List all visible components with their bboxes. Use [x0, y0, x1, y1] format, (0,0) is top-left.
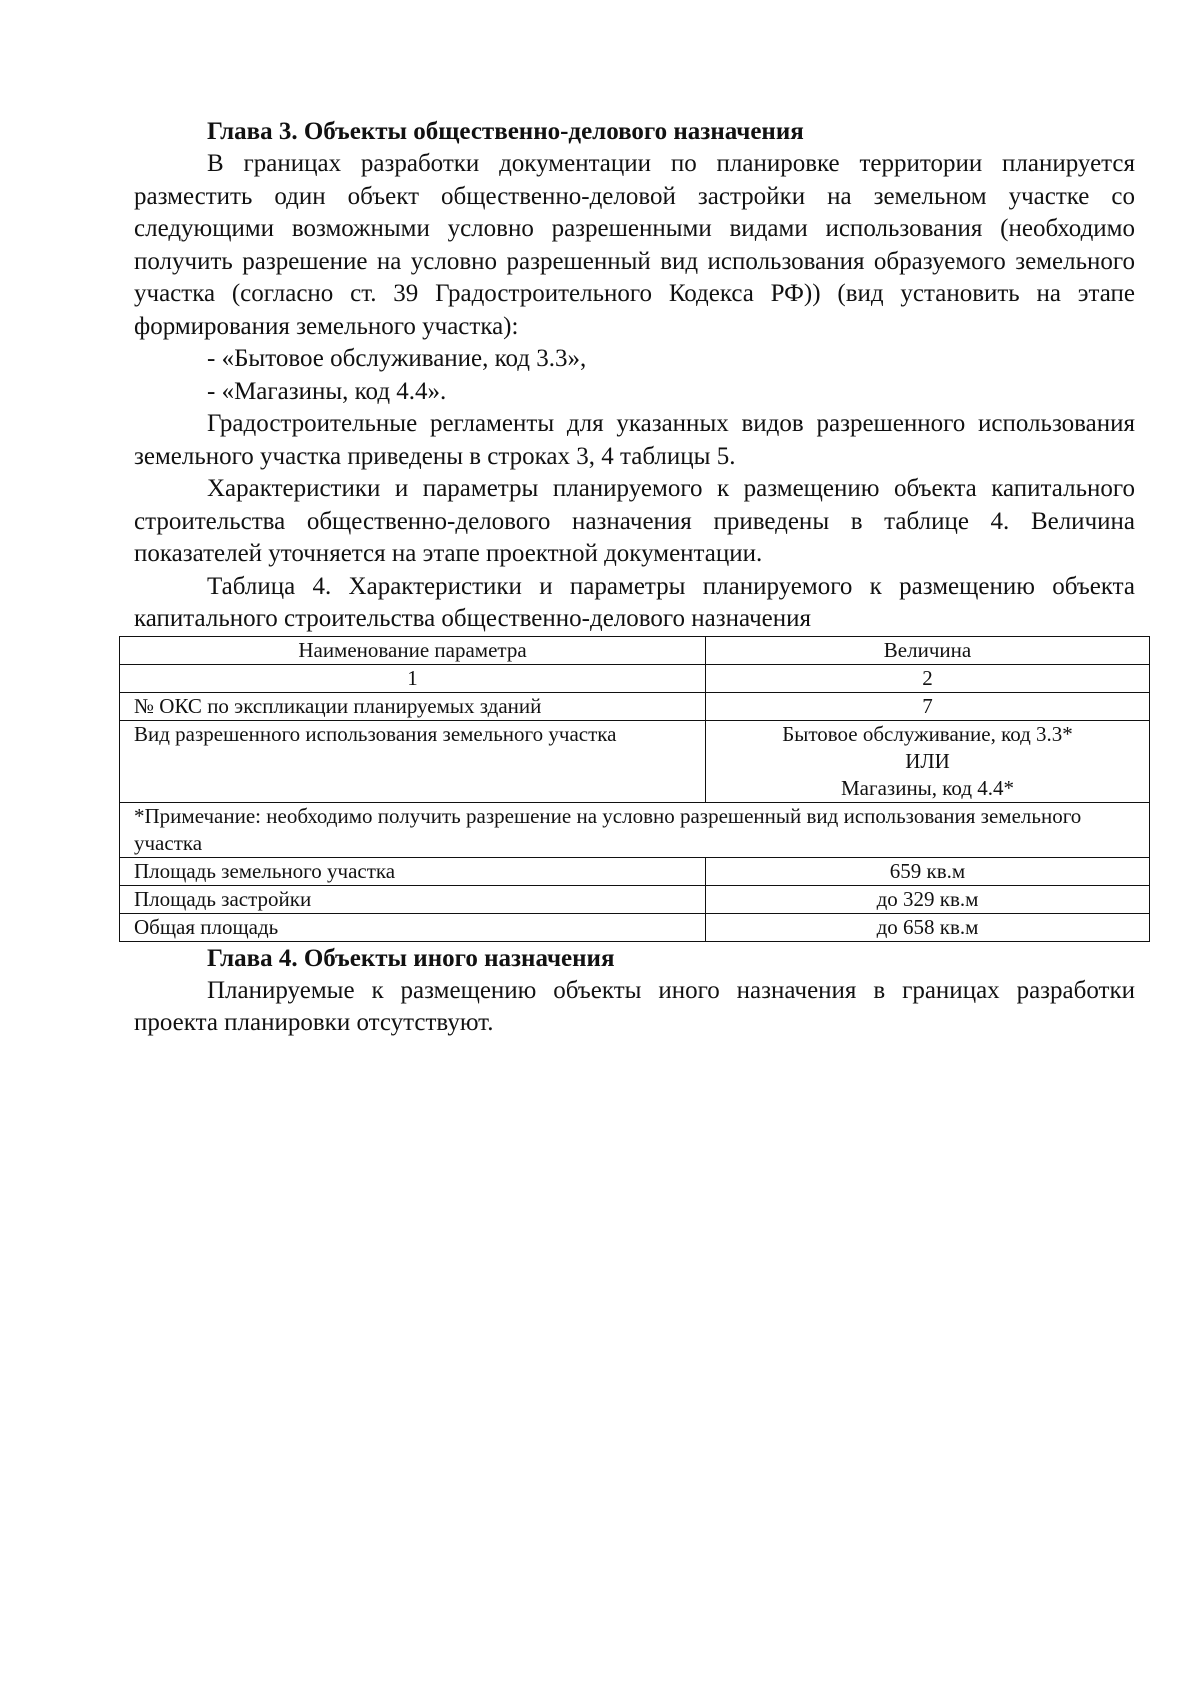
table-header-cell: Наименование параметра: [120, 636, 706, 664]
table-row: [120, 885, 1150, 913]
table-cell: № ОКС по экспликации планируемых зданий: [120, 692, 706, 720]
table-cell: до 658 кв.м: [706, 913, 1150, 941]
list-item-2: - «Магазины, код 4.4».: [207, 377, 447, 405]
parameters-table: [119, 636, 1150, 942]
table-row: [120, 720, 1150, 802]
table-cell: Площадь застройки: [120, 885, 706, 913]
chapter3-paragraph-1: В границах разработки документации по планировке территории планируется разместить один объект общественно-деловой застройки на земельном участке со следующими возможными условно разрешенными видами использования (необходимо получить разрешение на условно разрешенный вид использования образуемого земельного участка (согласно ст. 39 Градостроительного Кодекса РФ)) (вид установить на этапе формирования земельного участка):: [134, 150, 1135, 340]
table-cell-multiline: [706, 720, 1150, 802]
chapter4-paragraph-1: Планируемые к размещению объекты иного назначения в границах разработки проекта планировки отсутствуют.: [134, 976, 1135, 1036]
list-item-1: - «Бытовое обслуживание, код 3.3»,: [207, 345, 587, 372]
table-cell-line: Бытовое обслуживание, код 3.3*: [782, 721, 1073, 746]
table-caption: Таблица 4. Характеристики и параметры планируемого к размещению объекта капитального строительства общественно-делового назначения: [134, 572, 1135, 632]
chapter3-title: Глава 3. Объекты общественно-делового назначения: [207, 118, 804, 145]
table-note-cell: *Примечание: необходимо получить разрешение на условно разрешенный вид использования земельного участка: [120, 802, 1150, 857]
table-row: [120, 802, 1150, 857]
chapter3-paragraph-2: Градостроительные регламенты для указанных видов разрешенного использования земельного участка приведены в строках 3, 4 таблицы 5.: [134, 410, 1135, 470]
table-cell: 659 кв.м: [706, 857, 1150, 885]
table-cell-line: Магазины, код 4.4*: [840, 775, 1015, 800]
table-cell: 2: [706, 664, 1150, 692]
table-row: [120, 857, 1150, 885]
table-cell: 1: [120, 664, 706, 692]
table-cell: до 329 кв.м: [706, 885, 1150, 913]
table-header-cell: Величина: [706, 636, 1150, 664]
table-cell: 7: [706, 692, 1150, 720]
table-row: [120, 913, 1150, 941]
table-row: [120, 636, 1150, 664]
table-cell: Общая площадь: [120, 913, 706, 941]
document-page: [134, 116, 1135, 1040]
table-cell-line: ИЛИ: [905, 748, 950, 773]
table-cell: Площадь земельного участка: [120, 857, 706, 885]
table-row: [120, 664, 1150, 692]
table-row: [120, 692, 1150, 720]
chapter3-paragraph-3: Характеристики и параметры планируемого к размещению объекта капитального строительства общественно-делового назначения приведены в таблице 4. Величина показателей уточняется на этапе проектной документации.: [134, 475, 1135, 567]
table-cell: Вид разрешенного использования земельного участка: [120, 720, 706, 802]
chapter4-title: Глава 4. Объекты иного назначения: [207, 944, 615, 972]
